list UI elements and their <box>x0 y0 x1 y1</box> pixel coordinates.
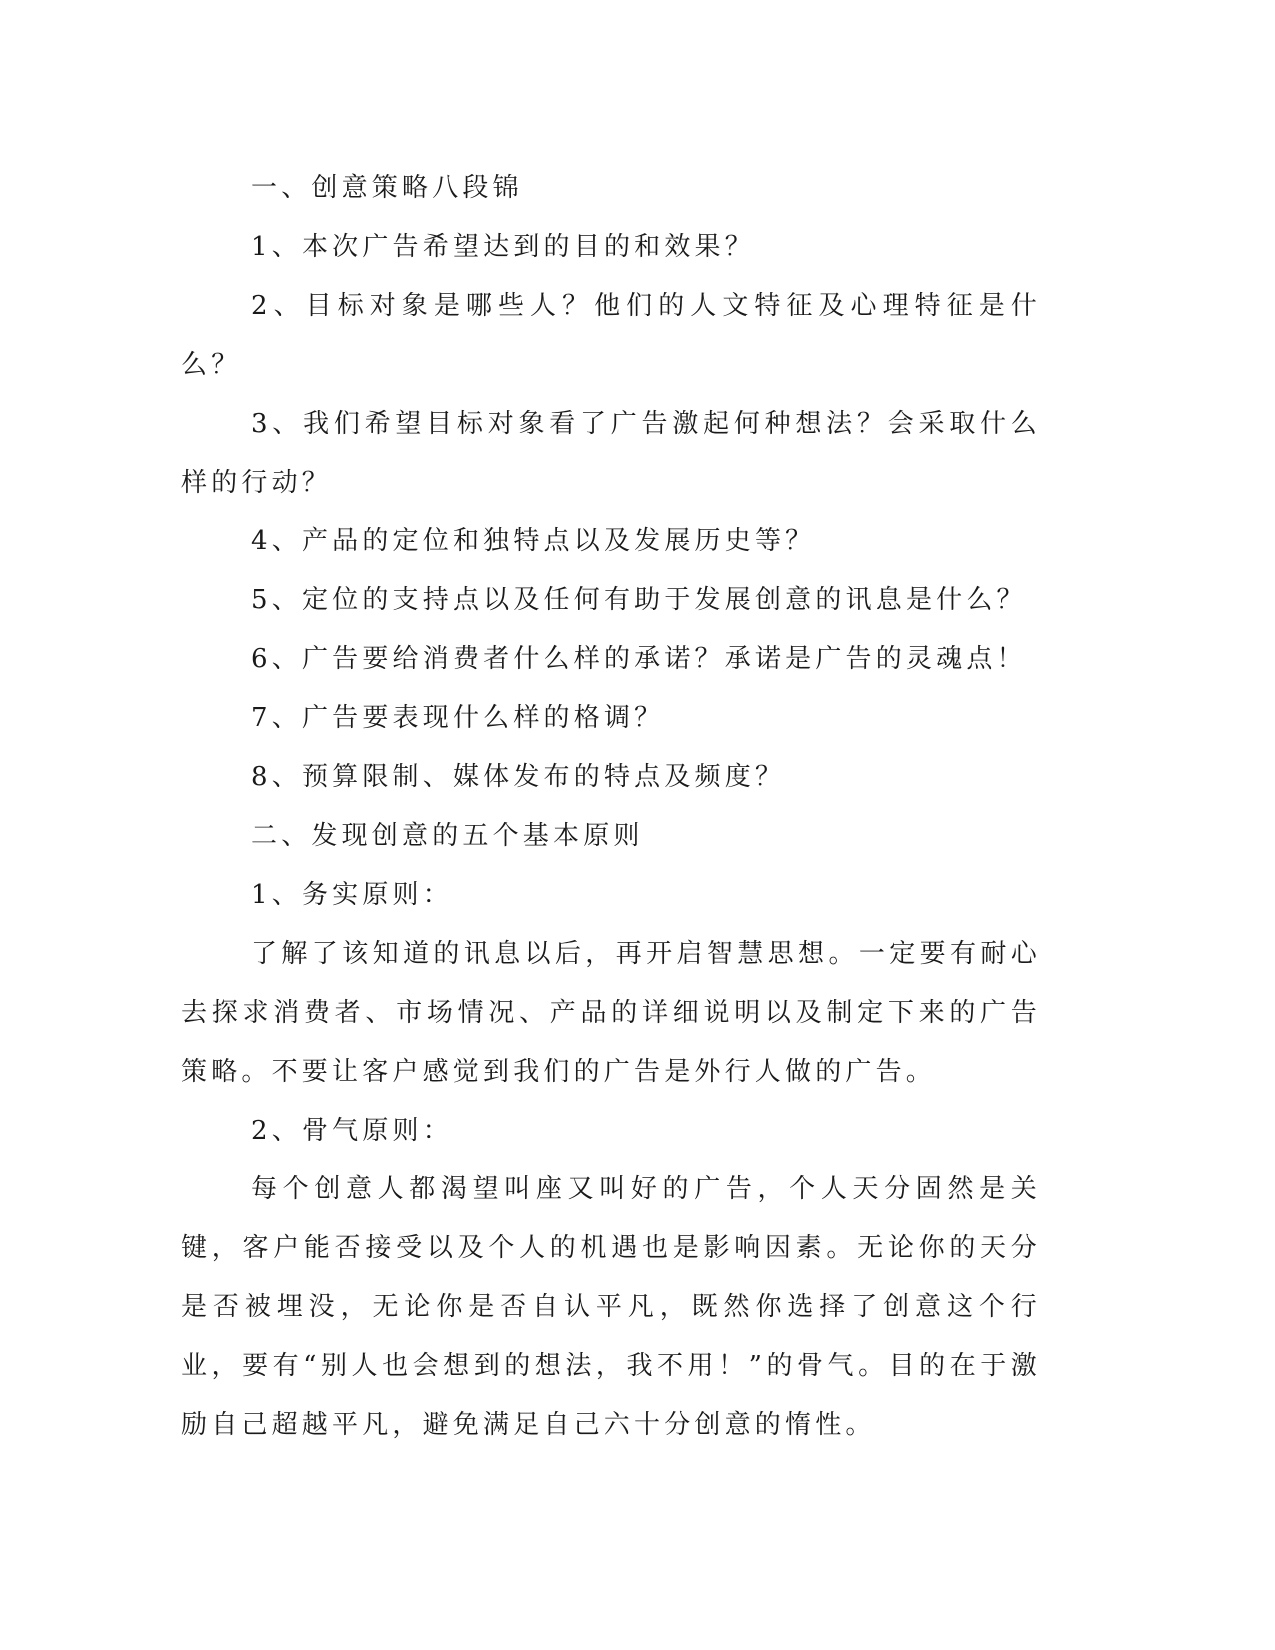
body-paragraph: 了解了该知道的讯息以后，再开启智慧思想。一定要有耐心去探求消费者、市场情况、产品的详细说明以及制定下来的广告策略。不要让客户感觉到我们的广告是外行人做的广告。 <box>181 938 1041 1087</box>
document-body <box>181 159 1041 1455</box>
section-heading-creative-strategy: 一、创意策略八段锦 <box>251 173 523 203</box>
list-item: 7、广告要表现什么样的格调？ <box>251 703 665 734</box>
list-item: 4、产品的定位和独特点以及发展历史等？ <box>251 526 816 557</box>
list-item: 3、我们希望目标对象看了广告激起何种想法？会采取什么样的行动？ <box>181 408 1041 498</box>
principle-heading: 1、务实原则： <box>251 879 453 910</box>
principle-heading: 2、骨气原则： <box>251 1115 453 1146</box>
section-heading-creative-principles: 二、发现创意的五个基本原则 <box>251 820 644 851</box>
list-item: 8、预算限制、媒体发布的特点及频度？ <box>251 762 786 793</box>
list-item: 6、广告要给消费者什么样的承诺？承诺是广告的灵魂点！ <box>251 644 1027 675</box>
list-item: 5、定位的支持点以及任何有助于发展创意的讯息是什么？ <box>251 585 1027 616</box>
list-item: 1、本次广告希望达到的目的和效果？ <box>251 231 755 262</box>
list-item: 2、目标对象是哪些人？他们的人文特征及心理特征是什么？ <box>181 290 1041 380</box>
body-paragraph: 每个创意人都渴望叫座又叫好的广告，个人天分固然是关键，客户能否接受以及个人的机遇也是影响因素。无论你的天分是否被埋没，无论你是否自认平凡，既然你选择了创意这个行业，要有“别人也会想到的想法，我不用！”的骨气。目的在于激励自己超越平凡，避免满足自己六十分创意的惰性。 <box>181 1174 1041 1441</box>
